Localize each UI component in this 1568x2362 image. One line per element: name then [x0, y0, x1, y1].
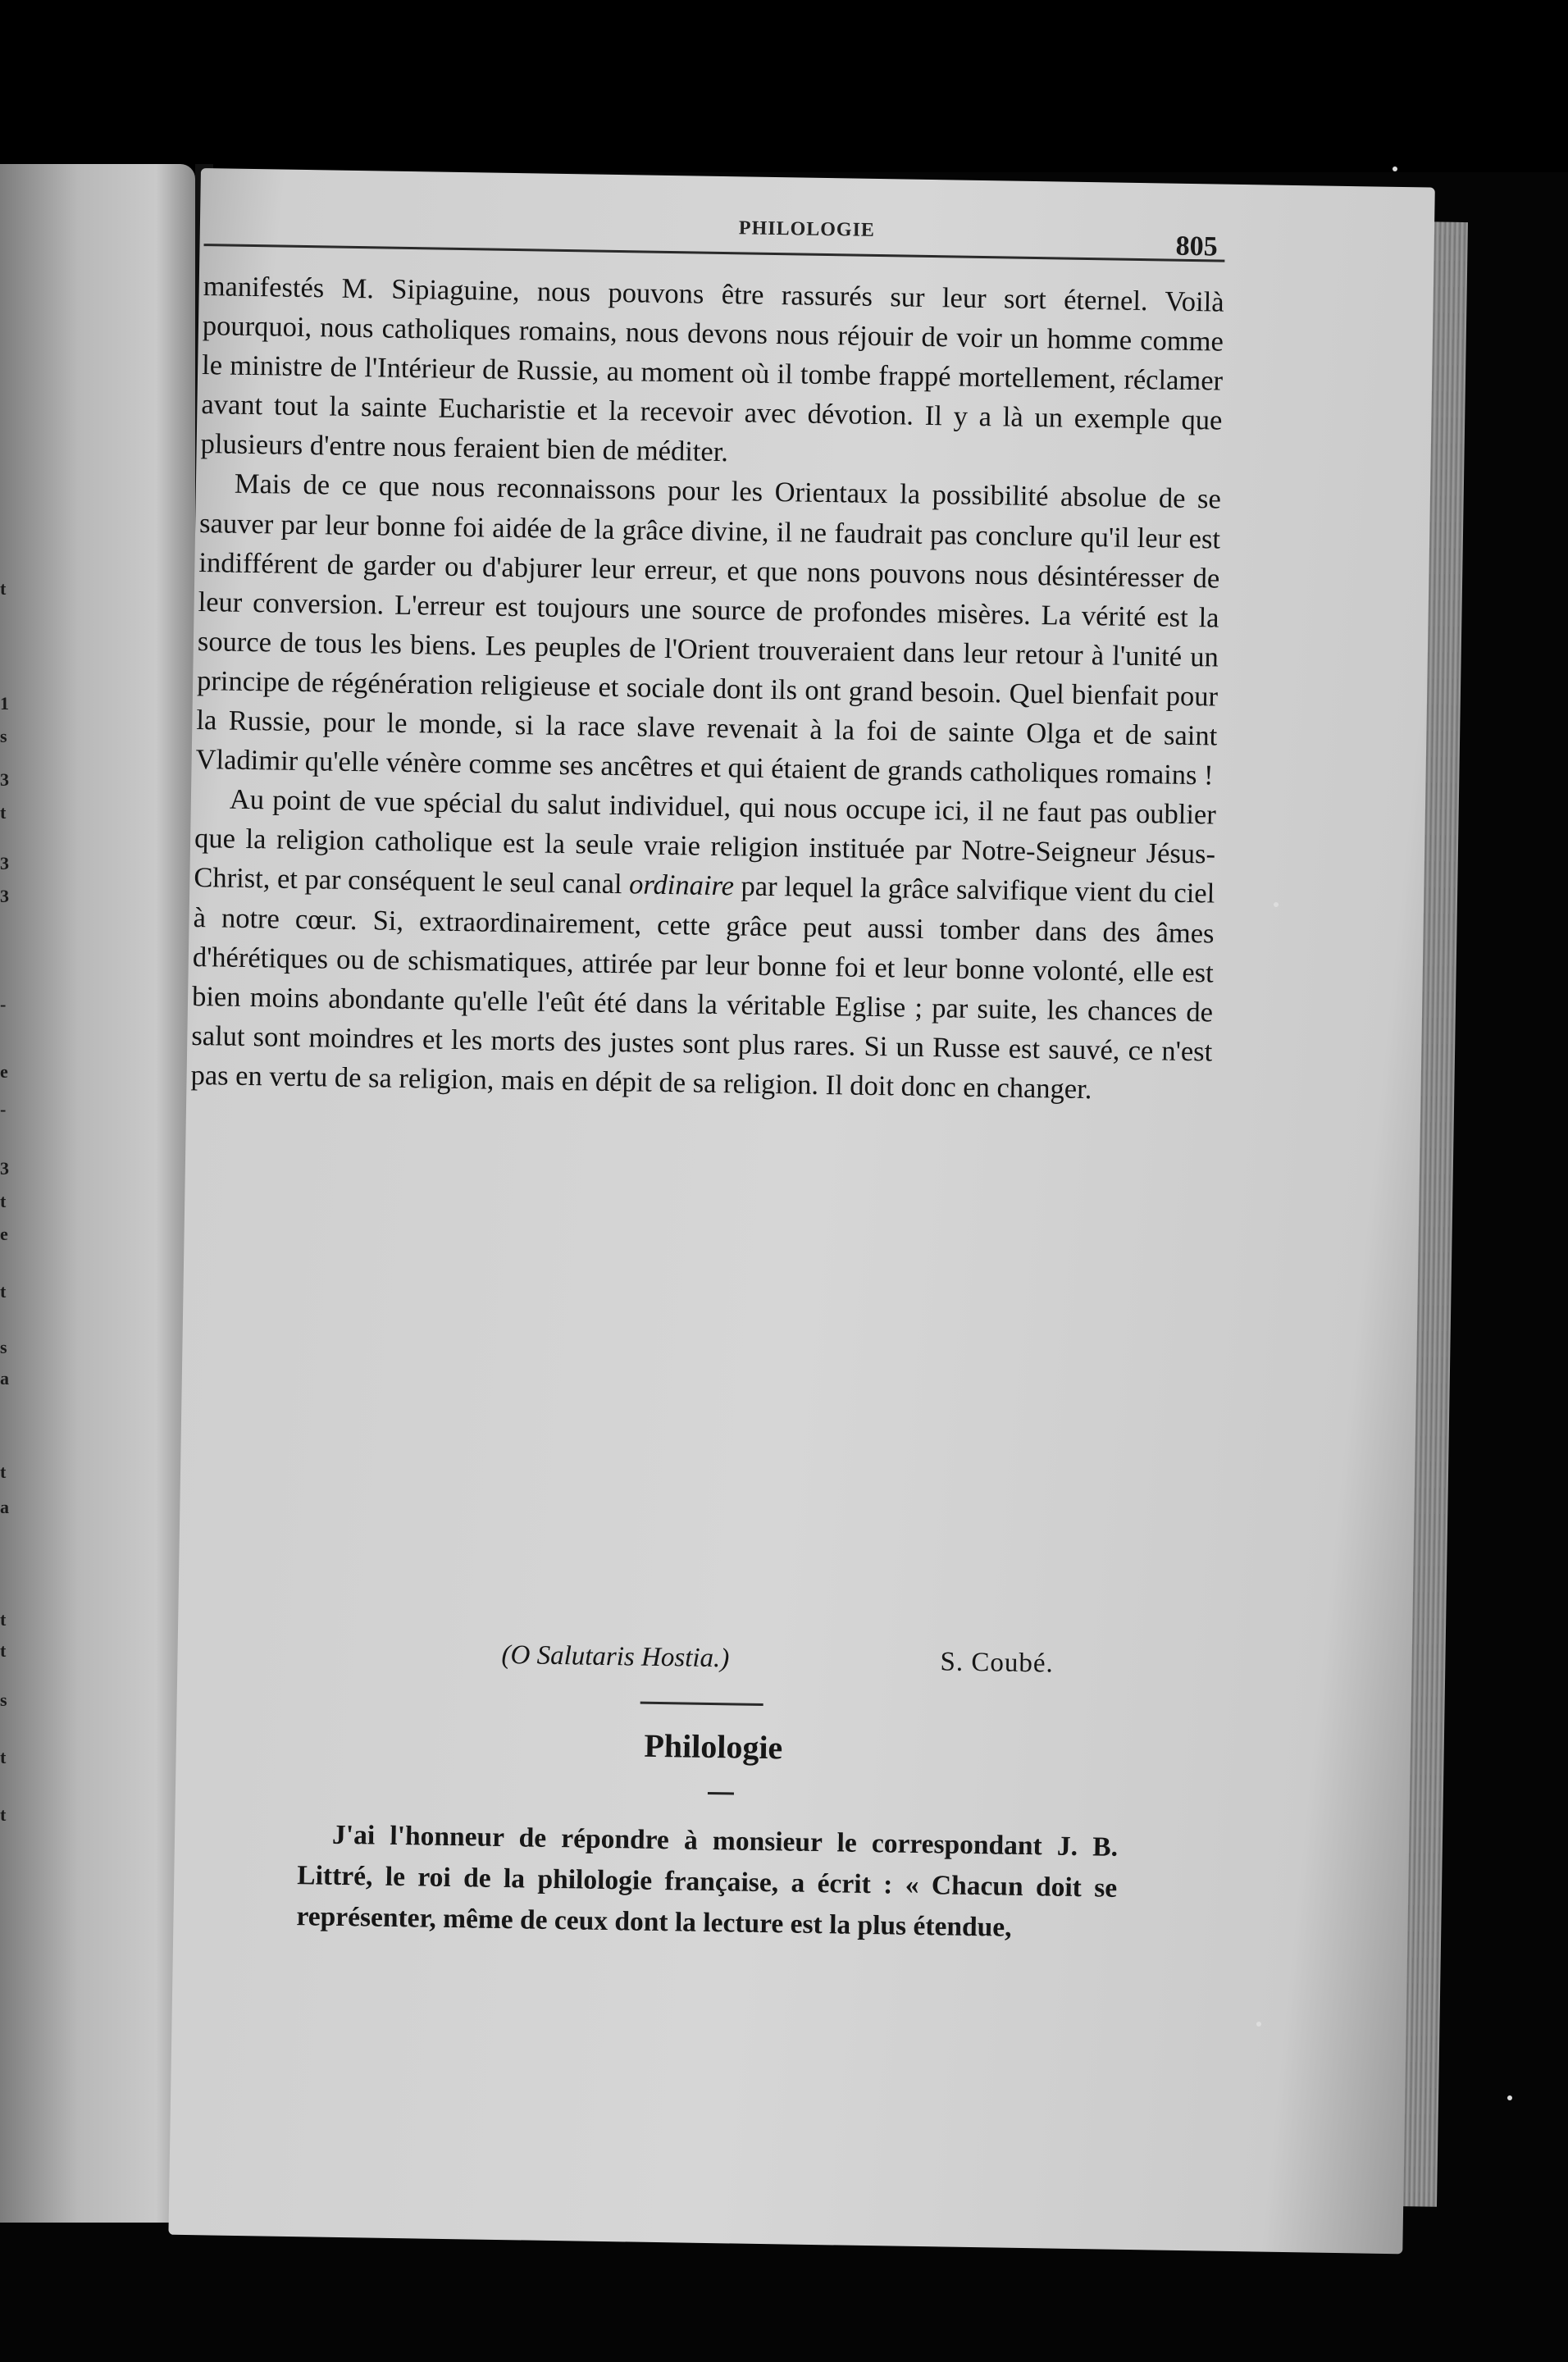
left-edge-char: 3: [0, 769, 9, 790]
left-edge-char: a: [0, 1497, 9, 1517]
section-separator: [640, 1702, 763, 1706]
scan-background-top: [0, 0, 1568, 172]
left-edge-char: t: [0, 1281, 7, 1302]
dust-speck: [1256, 2022, 1261, 2027]
left-edge-char: s: [0, 1337, 7, 1357]
left-edge-char: s: [0, 726, 7, 746]
section-title: Philologie: [644, 1726, 783, 1767]
paragraph: [190, 779, 1216, 1110]
running-head: PHILOLOGIE: [738, 217, 876, 241]
page-number: 805: [1175, 230, 1218, 262]
italic-word: ordinaire: [628, 869, 735, 902]
dust-speck: [1507, 2095, 1512, 2100]
left-edge-char: t: [0, 1461, 7, 1482]
left-edge-char: t: [0, 1191, 7, 1211]
left-page-fragment: [0, 164, 195, 2223]
left-edge-char: -: [0, 1099, 7, 1119]
page-header: [203, 209, 1225, 275]
left-edge-char: s: [0, 1689, 7, 1710]
paragraph: Mais de ce que nous reconnaissons pour les Orientaux la possibilité absolue de se sauver par leur bonne foi aidée de la grâce divine, il ne faudrait pas conclure qu'il leur est indifférent de garder ou d'abjurer leur erreur, et que nons pouvons nous désintéresser de leur conversion. L'erreur est toujours une source de profondes misères. La vérité est la source de tous les biens. Les peuples de l'Orient trouveraient dans leur retour à l'unité un principe de régénération religieuse et sociale dont ils ont grand besoin. Quel bienfait pour la Russie, pour le monde, si la race slave revenait à la foi de sainte Olga et de saint Vladimir qu'elle vénère comme ses ancêtres et qui étaient de grands catholiques romains !: [195, 468, 1222, 791]
left-edge-char: t: [0, 802, 7, 823]
left-edge-char: t: [0, 578, 7, 599]
paragraph: J'ai l'honneur de répondre à monsieur le correspondant J. B. Littré, le roi de la philologie française, a écrit : « Chacun doit se représenter, même de ceux dont la lecture est la plus étendue,: [296, 1819, 1119, 1943]
left-edge-char: -: [0, 994, 7, 1015]
signature-author: S. Coubé.: [940, 1647, 1055, 1679]
left-edge-char: t: [0, 1609, 7, 1630]
header-rule: [204, 244, 1225, 262]
left-edge-char: e: [0, 1061, 8, 1082]
signature-quote: (O Salutaris Hostia.): [501, 1639, 730, 1674]
left-edge-char: t: [0, 1640, 7, 1661]
left-page-cut-text: [0, 164, 25, 2223]
dust-speck: [1274, 902, 1279, 907]
paragraph-text: par lequel la grâce salvifique vient du ciel à notre cœur. Si, extraordinairement, cette grâce peut aussi tomber dans des âmes d'hérétiques ou de schismatiques, attirée par leur bonne foi et leur bonne volonté, elle est bien moins abondante qu'elle l'eût été dans la véritable Eglise ; par suite, les chances de salut sont moindres et les morts des justes sont plus rares. Si un Russe est sauvé, ce n'est pas en vertu de sa religion, mais en dépit de sa religion. Il doit donc en changer.: [190, 870, 1215, 1106]
title-dash: [708, 1792, 734, 1795]
book-page: [168, 168, 1434, 2254]
paragraph: manifestés M. Sipiaguine, nous pouvons être rassurés sur leur sort éternel. Voilà pourquoi, nous catholiques romains, nous devons nous réjouir de voir un homme comme le ministre de l'Intérieur de Russie, au moment où il tombe frappé mortellement, réclamer avant tout la sainte Eucharistie et la recevoir avec dévotion. Il y a là un exemple que plusieurs d'entre nous feraient bien de méditer.: [200, 271, 1224, 468]
left-edge-char: 3: [0, 853, 9, 873]
left-edge-char: t: [0, 1747, 7, 1767]
left-edge-char: 3: [0, 1158, 9, 1179]
left-edge-char: 1: [0, 693, 9, 714]
dust-speck: [1393, 166, 1397, 171]
body-text: [190, 267, 1224, 1110]
left-edge-char: a: [0, 1368, 9, 1388]
left-edge-char: t: [0, 1804, 7, 1825]
left-edge-char: e: [0, 1224, 8, 1244]
section-text: [296, 1814, 1118, 1950]
signature-line: [181, 1630, 1203, 1686]
paragraph-text: Au point de vue spécial du salut individuel, qui nous occupe ici, il ne faut pas oublier que la religion catholique est la seule vraie religion instituée par Notre-Seigneur Jésus-Christ, et par conséquent le seul canal: [194, 783, 1217, 901]
left-edge-char: 3: [0, 886, 9, 906]
